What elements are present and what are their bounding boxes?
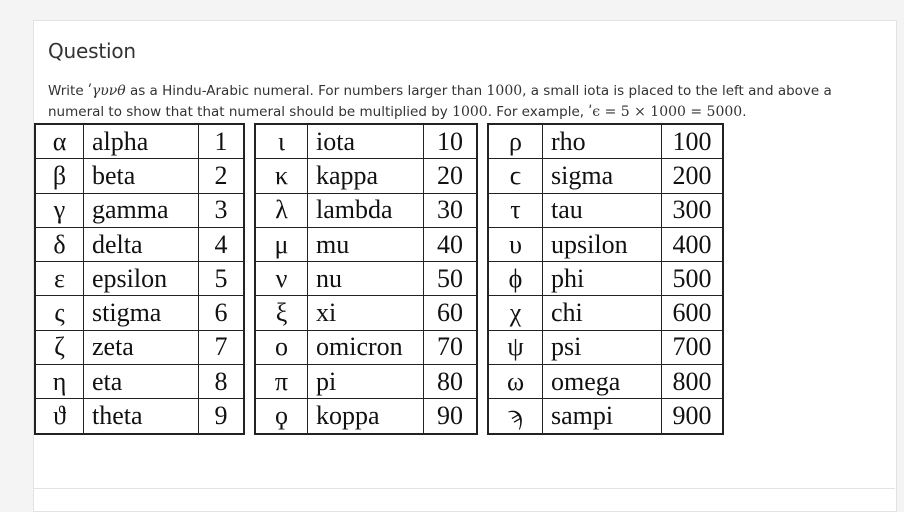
letter-name: theta xyxy=(84,399,199,434)
table-row xyxy=(488,193,723,227)
letter-name: kappa xyxy=(308,159,424,193)
table-row xyxy=(488,399,723,434)
numeral-value: 3 xyxy=(199,193,245,227)
table-row xyxy=(35,193,244,227)
greek-symbol: ϑ xyxy=(35,399,84,434)
table-row xyxy=(488,124,723,159)
greek-table-units xyxy=(34,123,245,435)
greek-symbol: γ xyxy=(35,193,84,227)
letter-name: iota xyxy=(308,124,424,159)
table-row xyxy=(255,296,477,330)
greek-symbol: ι xyxy=(255,124,308,159)
greek-symbol: ϙ xyxy=(255,399,308,434)
greek-symbol: η xyxy=(35,365,84,399)
numeral-value: 70 xyxy=(424,330,478,364)
numeral-value: 700 xyxy=(662,330,724,364)
greek-symbol: ν xyxy=(255,262,308,296)
greek-symbol: κ xyxy=(255,159,308,193)
prompt-math-number: 1000 xyxy=(486,83,523,99)
letter-name: xi xyxy=(308,296,424,330)
question-prompt xyxy=(48,81,878,123)
table-row xyxy=(255,124,477,159)
greek-symbol: ϡ xyxy=(488,399,543,434)
table-row xyxy=(488,365,723,399)
greek-symbol: τ xyxy=(488,193,543,227)
numeral-value: 600 xyxy=(662,296,724,330)
question-title: Question xyxy=(48,39,136,63)
table-row xyxy=(35,330,244,364)
letter-name: tau xyxy=(543,193,662,227)
numeral-value: 100 xyxy=(662,124,724,159)
table-row xyxy=(35,365,244,399)
numeral-value: 200 xyxy=(662,159,724,193)
numeral-value: 80 xyxy=(424,365,478,399)
letter-name: stigma xyxy=(84,296,199,330)
numeral-value: 5 xyxy=(199,262,245,296)
numeral-value: 10 xyxy=(424,124,478,159)
table-row xyxy=(488,159,723,193)
letter-name: epsilon xyxy=(84,262,199,296)
letter-name: rho xyxy=(543,124,662,159)
table-row xyxy=(255,159,477,193)
table-row xyxy=(35,124,244,159)
table-row xyxy=(35,227,244,261)
greek-symbol: ξ xyxy=(255,296,308,330)
greek-symbol: δ xyxy=(35,227,84,261)
greek-symbol: ο xyxy=(255,330,308,364)
greek-symbol: ς xyxy=(35,296,84,330)
letter-name: mu xyxy=(308,227,424,261)
numeral-value: 2 xyxy=(199,159,245,193)
letter-name: koppa xyxy=(308,399,424,434)
numeral-value: 50 xyxy=(424,262,478,296)
greek-symbol: ε xyxy=(35,262,84,296)
letter-name: delta xyxy=(84,227,199,261)
letter-name: eta xyxy=(84,365,199,399)
greek-symbol: λ xyxy=(255,193,308,227)
greek-symbol: ψ xyxy=(488,330,543,364)
greek-symbol: π xyxy=(255,365,308,399)
greek-symbol: ρ xyxy=(488,124,543,159)
prompt-math-number: 1000 xyxy=(452,104,488,120)
letter-name: sampi xyxy=(543,399,662,434)
prompt-text: . For example, xyxy=(487,104,589,120)
prompt-text: , a small iota is placed to the left and above a numeral to show that that numeral should be multiplied by xyxy=(48,83,832,120)
letter-name: nu xyxy=(308,262,424,296)
letter-name: zeta xyxy=(84,330,199,364)
numeral-value: 300 xyxy=(662,193,724,227)
letter-name: omicron xyxy=(308,330,424,364)
numeral-value: 7 xyxy=(199,330,245,364)
greek-table-tens xyxy=(254,123,478,435)
numeral-value: 40 xyxy=(424,227,478,261)
greek-numeral-tables xyxy=(34,123,724,435)
table-row xyxy=(488,330,723,364)
table-row xyxy=(255,399,477,434)
table-row xyxy=(255,262,477,296)
numeral-value: 60 xyxy=(424,296,478,330)
letter-name: alpha xyxy=(84,124,199,159)
table-row xyxy=(255,330,477,364)
letter-name: omega xyxy=(543,365,662,399)
numeral-value: 800 xyxy=(662,365,724,399)
prompt-text: . xyxy=(742,104,747,120)
greek-symbol: μ xyxy=(255,227,308,261)
numeral-value: 900 xyxy=(662,399,724,434)
greek-symbol: ζ xyxy=(35,330,84,364)
table-row xyxy=(255,227,477,261)
letter-name: phi xyxy=(543,262,662,296)
numeral-value: 500 xyxy=(662,262,724,296)
greek-symbol: χ xyxy=(488,296,543,330)
numeral-value: 30 xyxy=(424,193,478,227)
table-row xyxy=(35,399,244,434)
table-row xyxy=(488,227,723,261)
numeral-value: 1 xyxy=(199,124,245,159)
letter-name: pi xyxy=(308,365,424,399)
section-divider xyxy=(33,488,895,489)
greek-symbol: ϕ xyxy=(488,262,543,296)
numeral-value: 4 xyxy=(199,227,245,261)
prompt-greek-numeral: ʹγυνθ xyxy=(87,83,126,99)
greek-table-hundreds xyxy=(487,123,724,435)
table-row xyxy=(488,262,723,296)
letter-name: gamma xyxy=(84,193,199,227)
prompt-example-equation: ʹϵ = 5 × 1000 = 5000 xyxy=(588,104,743,120)
letter-name: chi xyxy=(543,296,662,330)
greek-symbol: ϲ xyxy=(488,159,543,193)
greek-symbol: α xyxy=(35,124,84,159)
numeral-value: 6 xyxy=(199,296,245,330)
greek-symbol: ω xyxy=(488,365,543,399)
table-row xyxy=(255,365,477,399)
table-row xyxy=(35,262,244,296)
table-row xyxy=(488,296,723,330)
numeral-value: 20 xyxy=(424,159,478,193)
numeral-value: 9 xyxy=(199,399,245,434)
prompt-text: Write xyxy=(48,83,88,99)
prompt-text: as a Hindu-Arabic numeral. For numbers larger than xyxy=(125,83,487,99)
letter-name: sigma xyxy=(543,159,662,193)
greek-symbol: υ xyxy=(488,227,543,261)
letter-name: upsilon xyxy=(543,227,662,261)
numeral-value: 400 xyxy=(662,227,724,261)
table-row xyxy=(35,159,244,193)
greek-symbol: β xyxy=(35,159,84,193)
letter-name: beta xyxy=(84,159,199,193)
letter-name: lambda xyxy=(308,193,424,227)
letter-name: psi xyxy=(543,330,662,364)
table-row xyxy=(35,296,244,330)
table-row xyxy=(255,193,477,227)
numeral-value: 8 xyxy=(199,365,245,399)
numeral-value: 90 xyxy=(424,399,478,434)
